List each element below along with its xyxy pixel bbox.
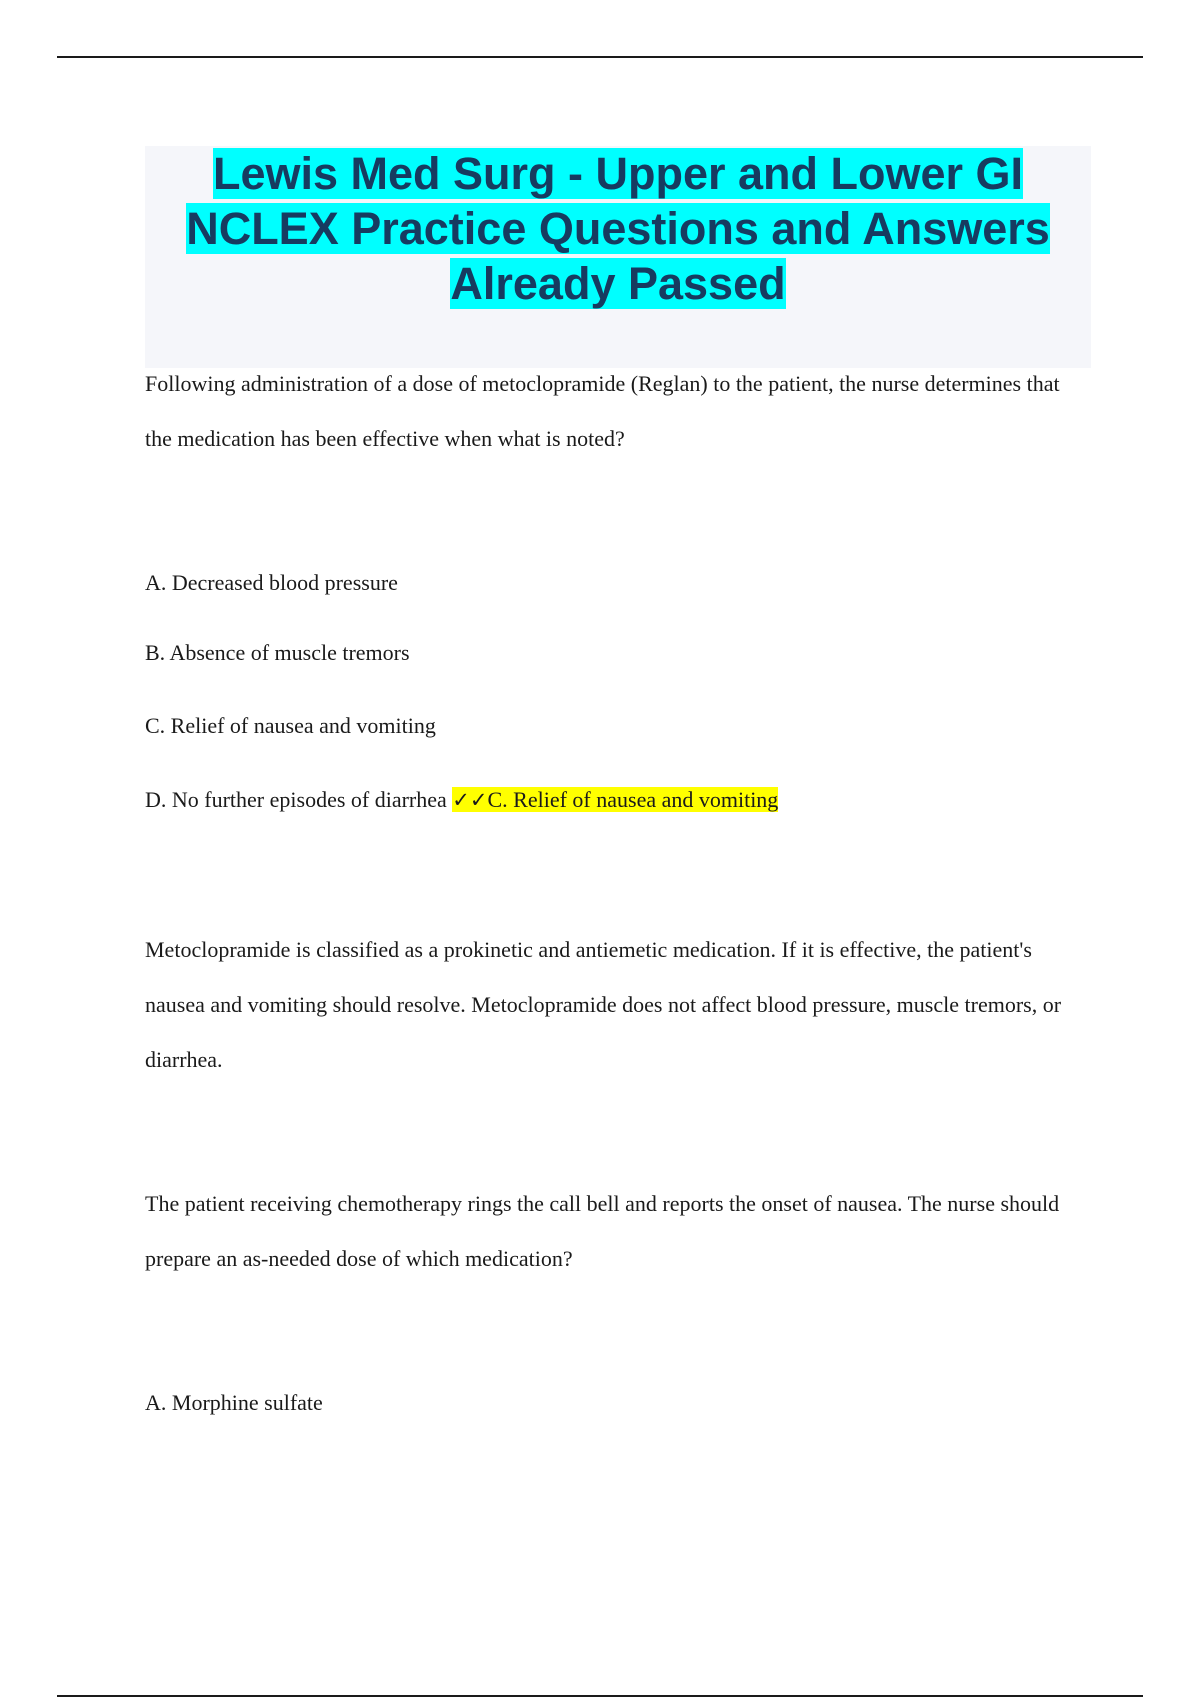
question-1-stem: Following administration of a dose of metoclopramide (Reglan) to the patient, the nurse determines that the medication has been effective when what is noted? [145,371,1060,451]
question-1-rationale: Metoclopramide is classified as a prokinetic and antiemetic medication. If it is effective, the patient's nausea and vomiting should resolve. Metoclopramide does not affect blood pressure, muscle tremors, or diarrhea. [145,937,1062,1072]
question-2-stem: The patient receiving chemotherapy rings the call bell and reports the onset of nausea. The nurse should prepare an as-needed dose of which medication? [145,1191,1060,1271]
bottom-rule [57,1695,1143,1697]
top-rule [57,56,1143,58]
question-1-answer [452,787,778,812]
double-check-icon: ✓✓ [452,788,488,812]
question-2-option-a: A. Morphine sulfate [145,1390,323,1415]
question-1-option-b: B. Absence of muscle tremors [145,640,410,665]
title-block [145,146,1091,368]
title-line-1: Lewis Med Surg - Upper and Lower GI [212,148,1024,199]
question-1-answer-text: C. Relief of nausea and vomiting [487,787,779,812]
question-1-option-d: D. No further episodes of diarrhea [145,787,447,812]
title-line-2: NCLEX Practice Questions and Answers [186,203,1050,254]
document-title [145,146,1091,311]
question-1-option-c: C. Relief of nausea and vomiting [145,713,436,738]
question-1-option-a: A. Decreased blood pressure [145,570,398,595]
title-line-3: Already Passed [450,258,786,309]
question-1-option-d-line [145,783,778,817]
